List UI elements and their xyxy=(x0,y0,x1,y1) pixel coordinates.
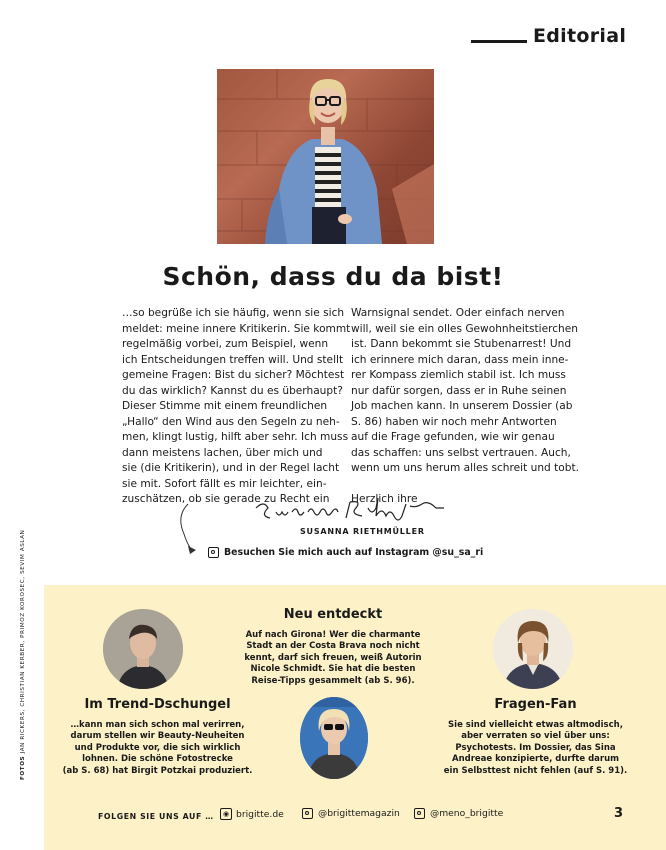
body-line: zuschätzen, ob sie gerade zu Recht ein xyxy=(122,493,330,505)
body-line: …so begrüße ich sie häufig, wenn sie sich xyxy=(122,307,345,319)
instagram-callout-text: Besuchen Sie mich auch auf Instagram @su_sa_ri xyxy=(224,547,484,558)
photo-credits-text: JAN RICKERS, CHRISTIAN KERBER, PRIMOZ KOROSEC, SEVIM ASLAN xyxy=(20,529,26,754)
question-fan-title: Fragen-Fan xyxy=(494,697,577,712)
body-line: regelmäßig vorbei, zum Beispiel, wenn xyxy=(122,338,329,350)
instagram-icon xyxy=(302,808,313,819)
trend-portrait-photo xyxy=(103,609,183,689)
body-line: nur dafür sorgen, dass er in Ruhe seinen xyxy=(351,384,567,397)
body-line: sie (die Kritikerin), und in der Regel lacht xyxy=(122,462,340,474)
editorial-headline: Schön, dass du da bist! xyxy=(162,262,504,291)
instagram-icon xyxy=(208,547,219,558)
body-line: ich erinnere mich daran, dass mein inne- xyxy=(351,353,569,366)
editor-portrait-photo xyxy=(217,69,434,244)
globe-icon: ◉ xyxy=(220,808,232,820)
follow-us-label: FOLGEN SIE UNS AUF … xyxy=(98,812,214,821)
photo-credits xyxy=(20,530,26,780)
body-line: wenn um uns herum alles schreit und tobt. xyxy=(351,462,580,474)
question-fan-text: Sie sind vielleicht etwas altmodisch, aber verraten so viel über uns: Psychotests. Im Dossier, das Sina Andreae konzipierte, durfte darum ein Selbsttest nicht fehlen (auf S. 91). xyxy=(443,720,628,776)
closing-greeting: Herzlich ihre xyxy=(351,493,418,505)
website-link-text: brigitte.de xyxy=(236,808,284,820)
travel-portrait-photo xyxy=(300,697,368,779)
body-line: will, weil sie ein olles Gewohnheitstierchen xyxy=(351,322,578,335)
body-line: „Hallo“ den Wind aus den Segeln zu neh- xyxy=(122,415,340,428)
body-line: men, klingt lustig, hilft aber sehr. Ich muss xyxy=(122,431,349,443)
quiz-portrait-photo xyxy=(493,609,573,689)
instagram-brigitte-link[interactable] xyxy=(302,808,400,819)
trend-jungle-text: …kann man sich schon mal verirren, darum stellen wir Beauty-Neuheiten und Produkte vor, die sich wirklich lohnen. Die schöne Fotostrecke (ab S. 68) hat Birgit Potzkai produziert. xyxy=(62,720,253,776)
body-column-right xyxy=(351,306,580,508)
body-line: ich Entscheidungen treffen will. Und stellt xyxy=(122,353,344,366)
body-line: das schaffen: uns selbst vertrauen. Auch, xyxy=(351,446,571,459)
header-rule xyxy=(471,40,527,43)
body-line: S. 86) haben wir noch mehr Antworten xyxy=(351,415,557,428)
instagram-callout xyxy=(208,547,483,558)
section-title: Editorial xyxy=(533,25,627,47)
body-line: Job machen kann. In unserem Dossier (ab xyxy=(351,400,573,412)
website-link[interactable] xyxy=(220,808,284,820)
body-line: dann meistens lachen, über mich und xyxy=(122,446,323,459)
body-line: auf die Frage gefunden, wie wir genau xyxy=(351,431,555,443)
body-line: du das wirklich? Kannst du es überhaupt? xyxy=(122,384,343,397)
signature-name: SUSANNA RIETHMÜLLER xyxy=(300,527,425,536)
portrait-illustration xyxy=(217,69,434,244)
trend-jungle-title: Im Trend-Dschungel xyxy=(84,697,231,712)
photo-credits-label: FOTOS xyxy=(20,755,26,780)
instagram-meno-link[interactable] xyxy=(414,808,503,819)
body-line: sie mit. Sofort fällt es mir leichter, ein- xyxy=(122,477,327,490)
body-line: Warnsignal sendet. Oder einfach nerven xyxy=(351,307,565,319)
body-line: Dieser Stimme mit einem freundlichen xyxy=(122,400,328,412)
page-number: 3 xyxy=(614,806,624,821)
instagram-icon xyxy=(414,808,425,819)
instagram-brigitte-text: @brigittemagazin xyxy=(318,808,400,819)
body-line: ist. Dann bekommt sie Stubenarrest! Und xyxy=(351,338,572,350)
instagram-meno-text: @meno_brigitte xyxy=(430,808,504,819)
body-line: gemeine Fragen: Bist du sicher? Möchtest xyxy=(122,369,345,381)
new-discovered-title: Neu entdeckt xyxy=(283,607,383,622)
body-column-left xyxy=(122,306,351,508)
body-line: meldet: meine innere Kritikerin. Sie kommt xyxy=(122,322,351,335)
body-line: rer Kompass ziemlich stabil ist. Ich muss xyxy=(351,369,566,381)
new-discovered-text: Auf nach Girona! Wer die charmante Stadt an der Costa Brava noch nicht kennt, darf sich freuen, weiß Autorin Nicole Schmidt. Sie hat die besten Reise-Tipps gesammelt (ab S. 96). xyxy=(244,630,422,686)
